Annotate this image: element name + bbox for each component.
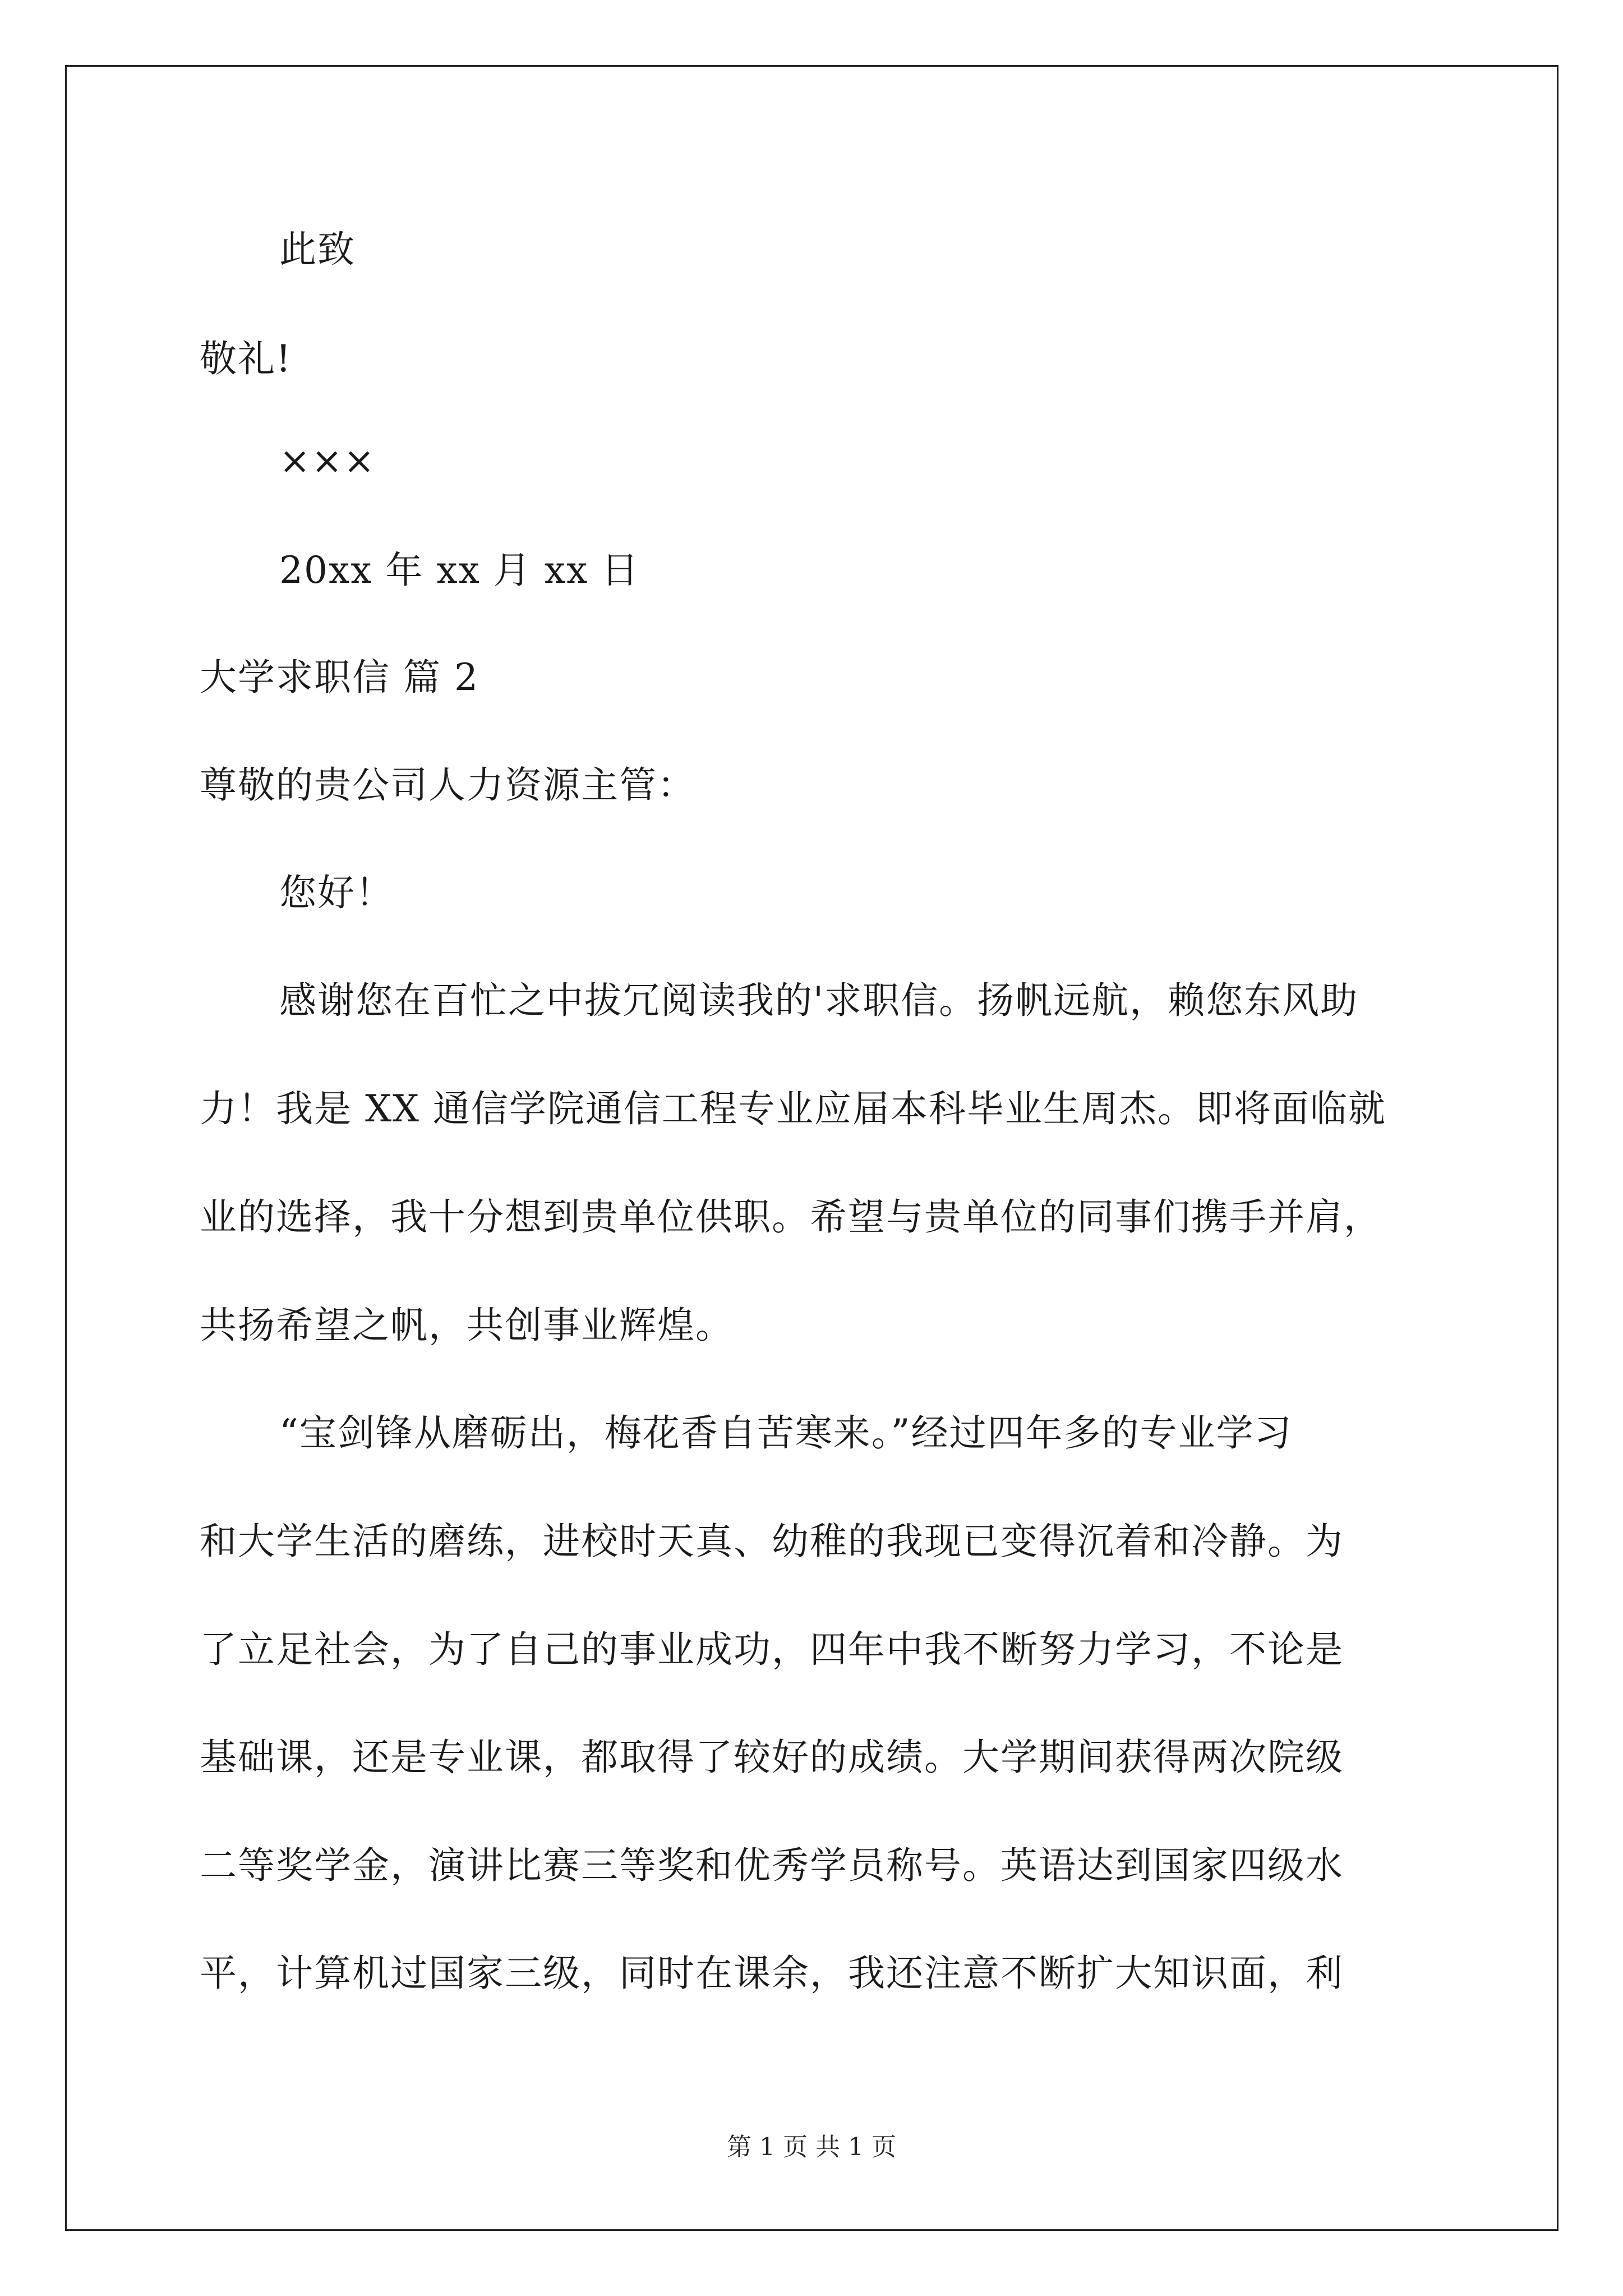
page-number-footer: 第 1 页 共 1 页 — [727, 2133, 896, 2161]
closing-phrase: 此致 — [279, 228, 356, 271]
greeting: 您好！ — [279, 871, 394, 914]
paragraph-line: 了立足社会，为了自己的事业成功，四年中我不断努力学习，不论是 — [200, 1628, 1344, 1671]
paragraph-line: 基础课，还是专业课，都取得了较好的成绩。大学期间获得两次院级 — [200, 1736, 1344, 1779]
page-border — [65, 65, 1559, 2231]
signature-date: 20xx 年 xx 月 xx 日 — [279, 549, 640, 592]
letter-addressee: 尊敬的贵公司人力资源主管： — [200, 763, 695, 807]
paragraph-line: 力！我是 XX 通信学院通信工程专业应届本科毕业生周杰。即将面临就 — [200, 1087, 1386, 1130]
paragraph-line: 和大学生活的磨练，进校时天真、幼稚的我现已变得沉着和冷静。为 — [200, 1520, 1344, 1563]
paragraph-line: 共扬希望之帆，共创事业辉煌。 — [200, 1304, 734, 1347]
paragraph-line: 平，计算机过国家三级，同时在课余，我还注意不断扩大知识面，利 — [200, 1952, 1344, 1995]
paragraph-line: 二等奖学金，演讲比赛三等奖和优秀学员称号。英语达到国家四级水 — [200, 1844, 1344, 1887]
paragraph-line: 感谢您在百忙之中拔冗阅读我的'求职信。扬帆远航，赖您东风助 — [279, 979, 1359, 1022]
section-heading: 大学求职信 篇 2 — [200, 656, 479, 699]
salutation-closing: 敬礼! — [200, 337, 292, 380]
signature-name: ××× — [279, 439, 376, 482]
paragraph-line: “宝剑锋从磨砺出，梅花香自苦寒来。”经过四年多的专业学习 — [279, 1411, 1293, 1455]
paragraph-line: 业的选择，我十分想到贵单位供职。希望与贵单位的同事们携手并肩， — [200, 1195, 1382, 1239]
